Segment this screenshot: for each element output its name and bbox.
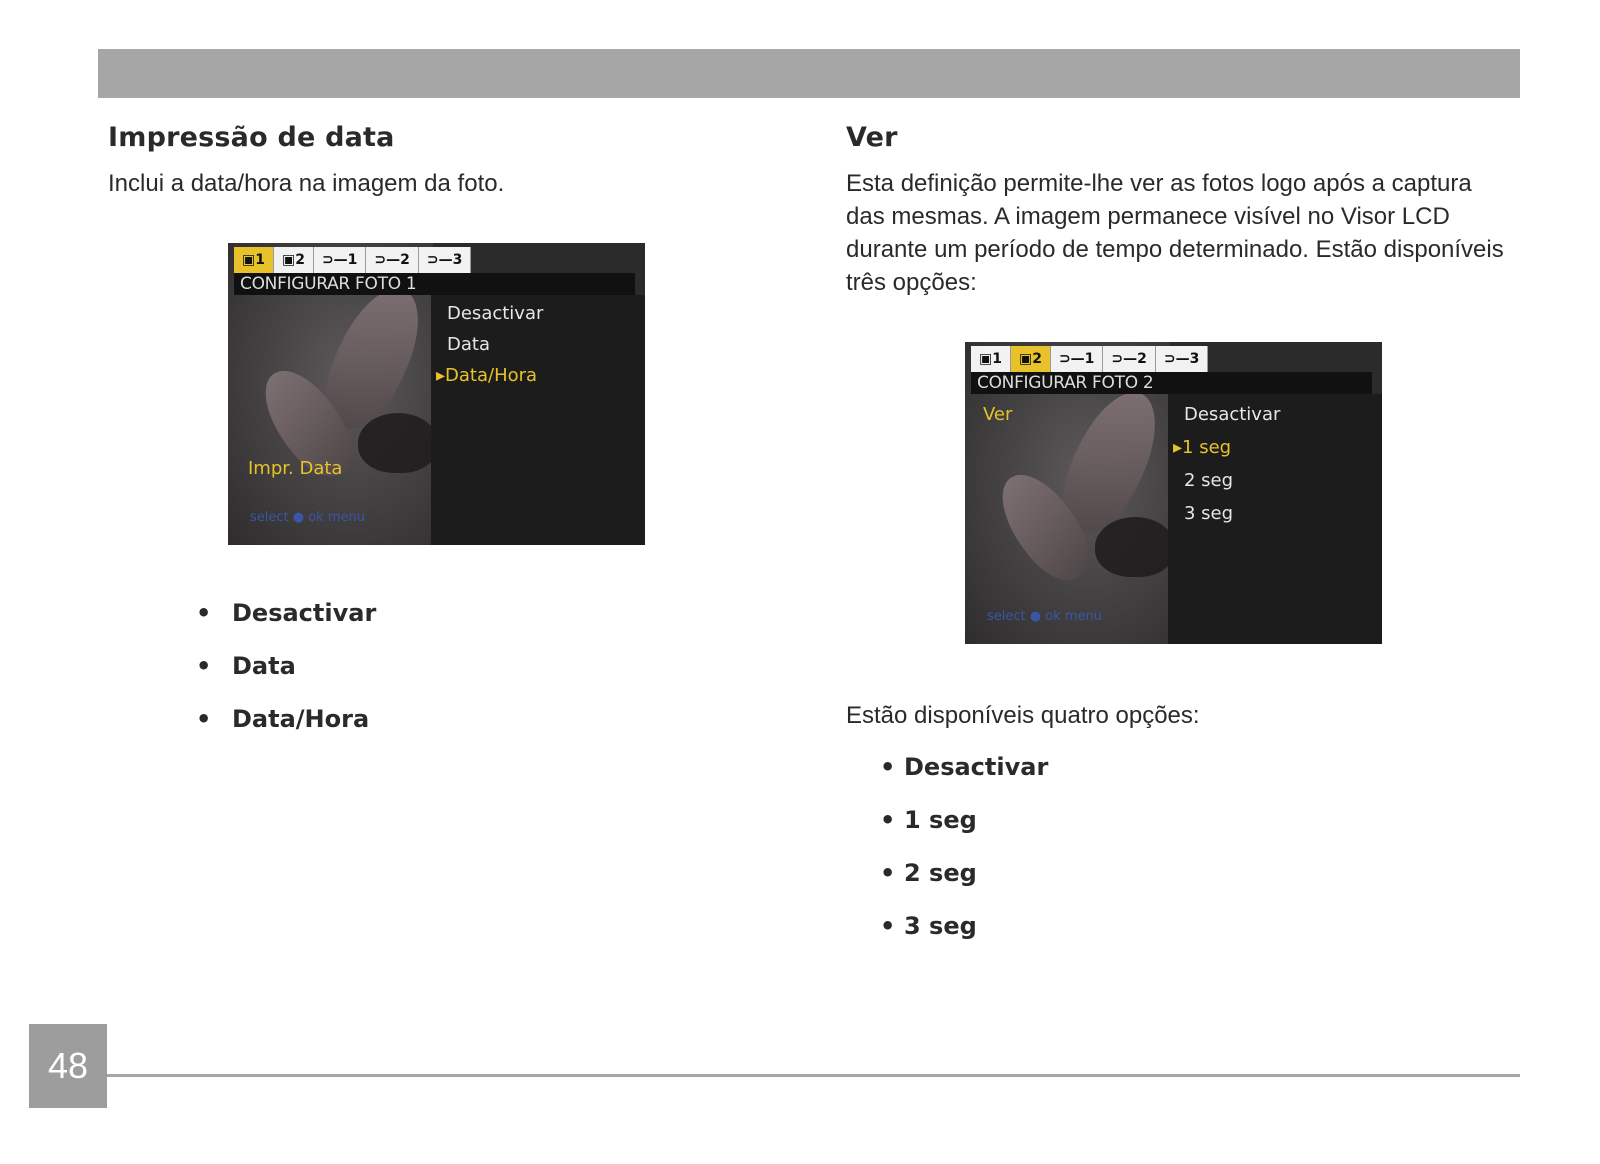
list-item: • Data/Hora <box>196 705 370 733</box>
section-date-imprint <box>108 98 798 200</box>
options-list <box>880 752 1280 964</box>
option-data[interactable]: Data <box>447 334 490 355</box>
section-title: Ver <box>846 122 898 153</box>
camera-screen-date-imprint <box>228 243 645 545</box>
option-desactivar[interactable]: Desactivar <box>447 303 544 324</box>
tab-strip <box>234 247 471 273</box>
list-item: • Desactivar <box>196 599 377 627</box>
tab-strip <box>971 346 1208 372</box>
bullet: • <box>196 599 212 627</box>
bullet: • <box>880 859 896 887</box>
menu-label: Impr. Data <box>248 458 343 479</box>
tab-camera-1[interactable]: ▣1 <box>971 346 1011 372</box>
tab-setup-2[interactable]: ⊃—2 <box>366 247 418 273</box>
tab-setup-3[interactable]: ⊃—3 <box>419 247 471 273</box>
control-hint: select ● ok menu <box>987 609 1102 624</box>
option-desactivar[interactable]: Desactivar <box>1184 404 1281 425</box>
section-description: Inclui a data/hora na imagem da foto. <box>108 170 505 197</box>
tab-camera-1[interactable]: ▣1 <box>234 247 274 273</box>
bullet: • <box>196 652 212 680</box>
bullet: • <box>880 806 896 834</box>
option-data-hora[interactable]: ▸Data/Hora <box>436 365 538 386</box>
tab-setup-2[interactable]: ⊃—2 <box>1103 346 1155 372</box>
option-3-seg[interactable]: 3 seg <box>1184 503 1234 524</box>
camera-screen-review <box>965 342 1382 644</box>
section-title: Impressão de data <box>108 122 395 153</box>
options-list <box>196 598 596 757</box>
list-item: • 1 seg <box>880 806 977 834</box>
list-item: • Desactivar <box>880 753 1049 781</box>
bullet: • <box>880 912 896 940</box>
option-1-seg[interactable]: ▸1 seg <box>1173 437 1232 458</box>
menu-pane <box>431 295 645 545</box>
tab-setup-3[interactable]: ⊃—3 <box>1156 346 1208 372</box>
tab-camera-2[interactable]: ▣2 <box>1011 346 1051 372</box>
tab-setup-1[interactable]: ⊃—1 <box>1051 346 1103 372</box>
option-2-seg[interactable]: 2 seg <box>1184 470 1234 491</box>
tab-setup-1[interactable]: ⊃—1 <box>314 247 366 273</box>
page-number: 48 <box>29 1024 107 1108</box>
control-hint: select ● ok menu <box>250 510 365 525</box>
footer-rule <box>107 1074 1520 1077</box>
list-item: • 3 seg <box>880 912 977 940</box>
tab-camera-2[interactable]: ▣2 <box>274 247 314 273</box>
section-description: Esta definição permite-lhe ver as fotos logo após a captura das mesmas. A imagem permanece visível no Visor LCD durante um período de tempo determinado. Estão disponíveis três opções: <box>846 170 1504 296</box>
bullet: • <box>196 705 212 733</box>
screen-title: CONFIGURAR FOTO 2 <box>971 372 1372 394</box>
options-intro: Estão disponíveis quatro opções: <box>846 702 1200 729</box>
list-item: • Data <box>196 652 296 680</box>
bullet: • <box>880 753 896 781</box>
section-review <box>846 98 1516 299</box>
menu-label: Ver <box>983 404 1013 425</box>
screen-title: CONFIGURAR FOTO 1 <box>234 273 635 295</box>
header-bar <box>98 49 1520 98</box>
list-item: • 2 seg <box>880 859 977 887</box>
